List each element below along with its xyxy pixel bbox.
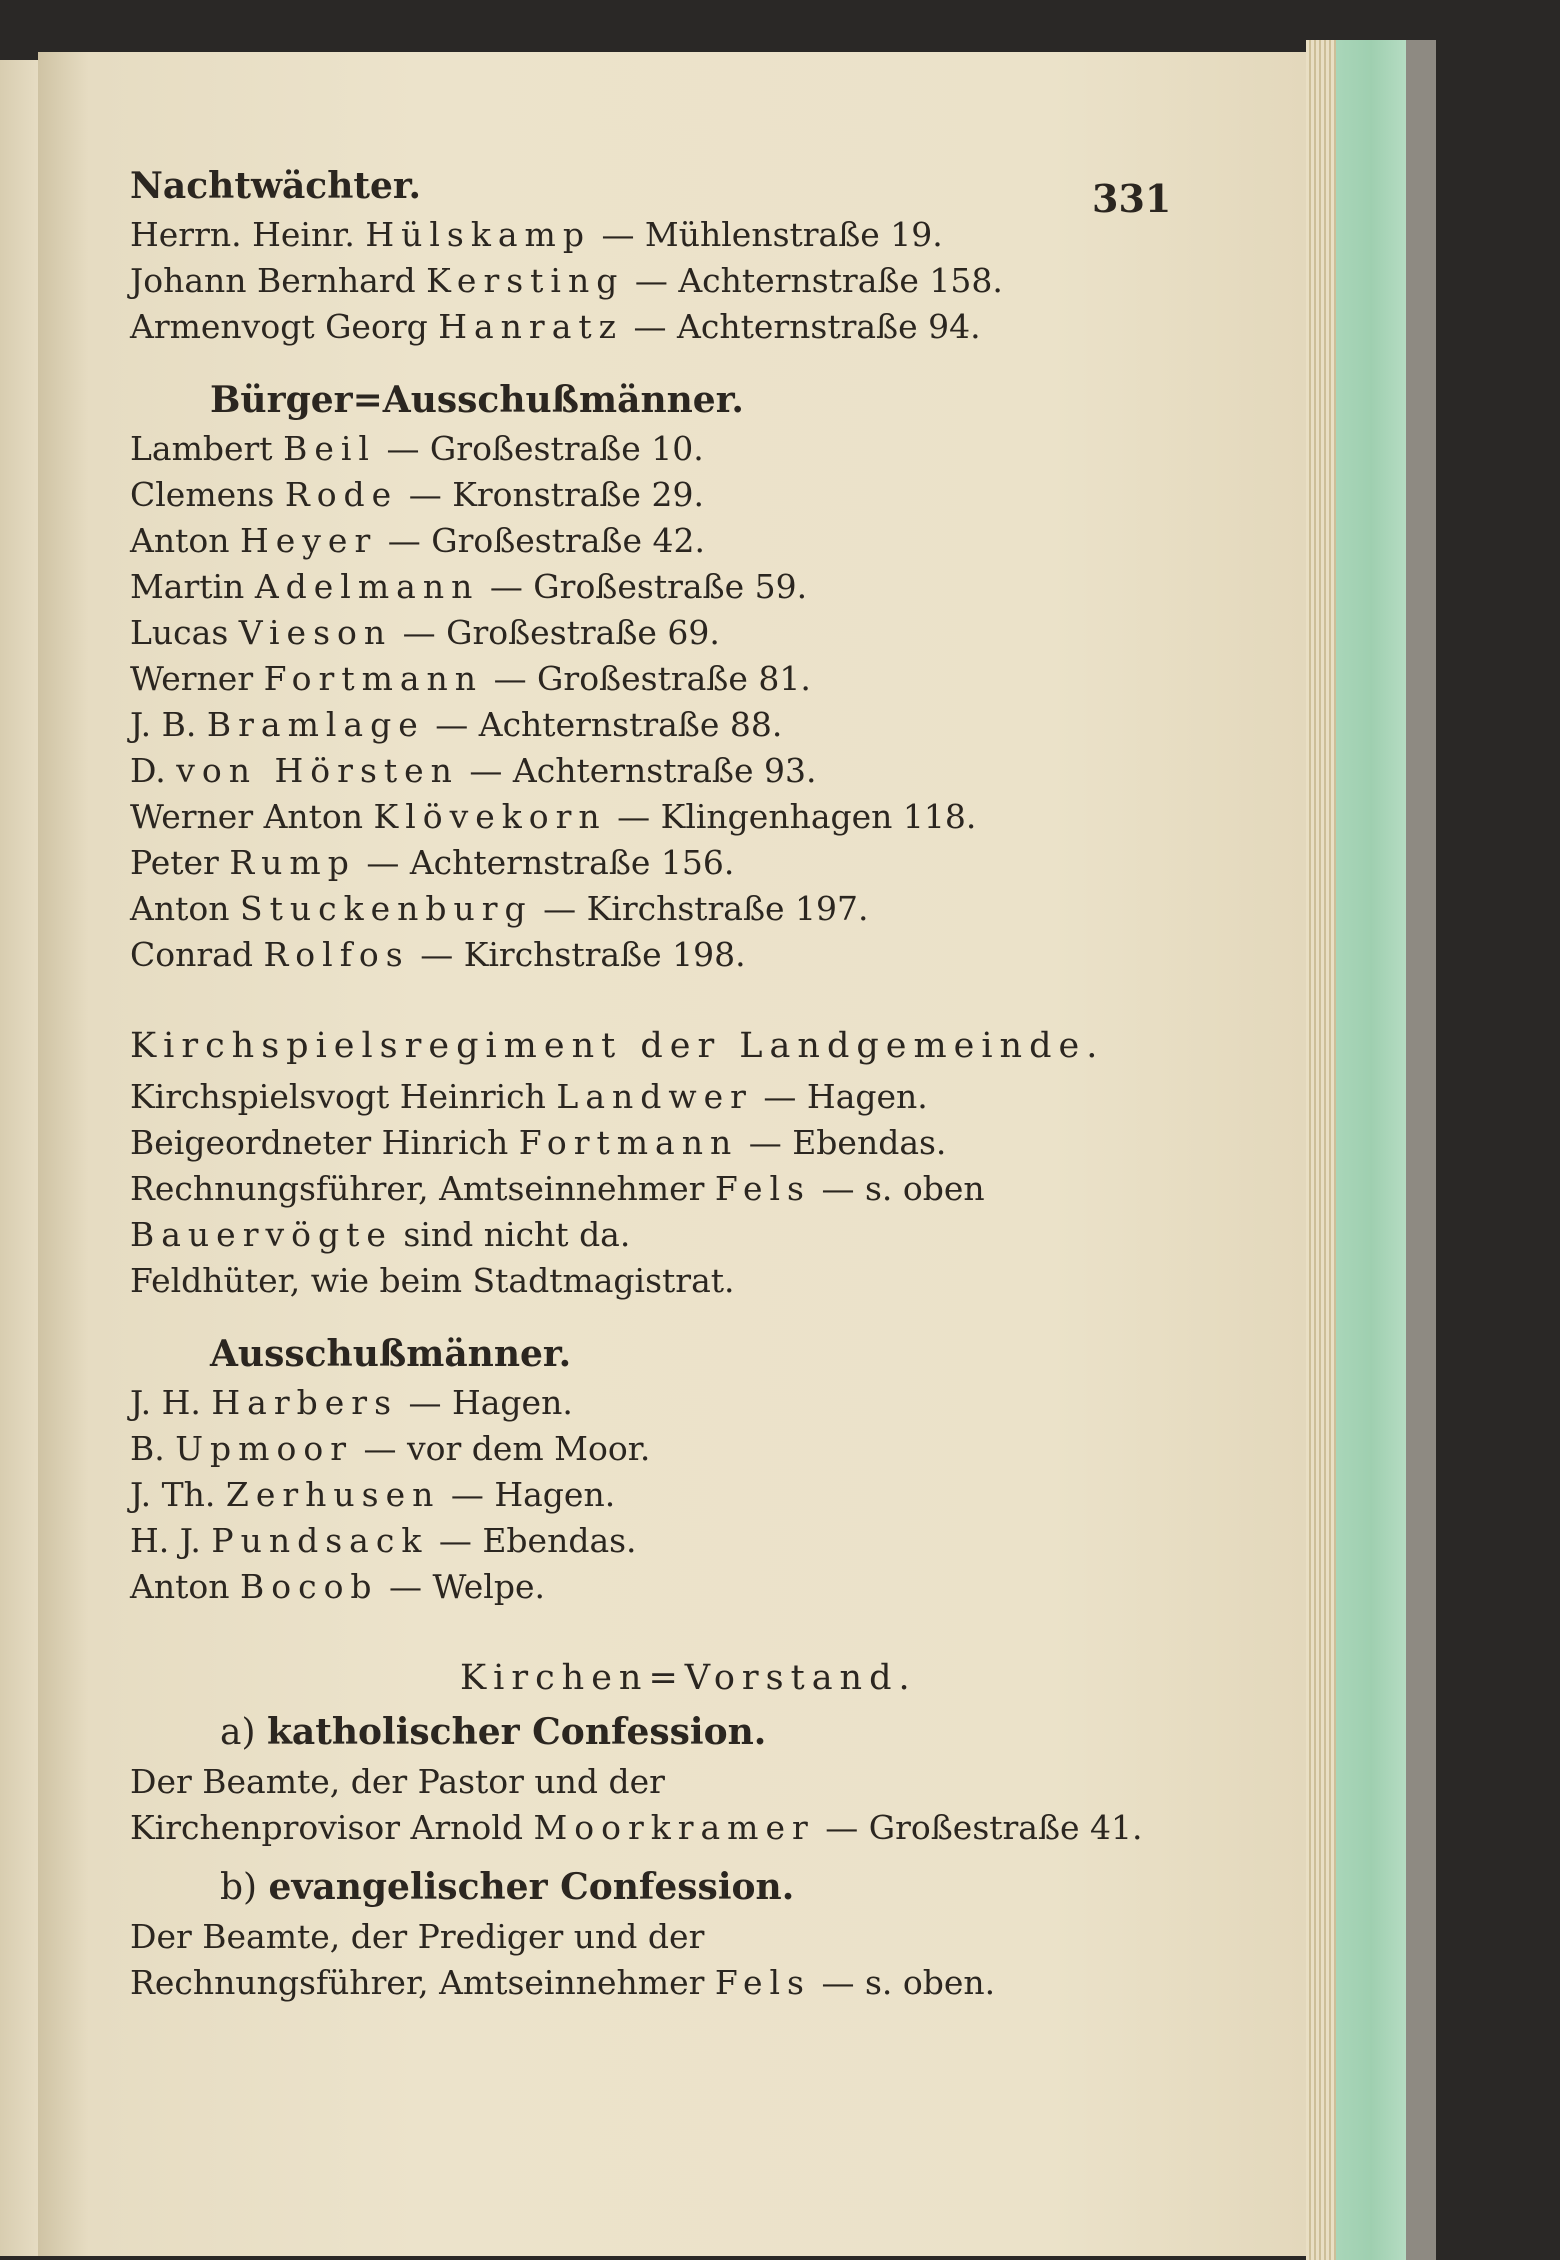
- entry-line: Beigeordneter Hinrich Fortmann — Ebendas.: [130, 1123, 947, 1162]
- entry-line: Werner Anton Klövekorn — Klingenhagen 118.: [130, 797, 977, 836]
- heading-kirchspielsregiment: Kirchspielsregiment der Landgemeinde.: [130, 1026, 1105, 1066]
- entry-line: Anton Bocob — Welpe.: [130, 1567, 545, 1606]
- heading-nachtwaechter: Nachtwächter.: [130, 165, 422, 207]
- entry-line: J. B. Bramlage — Achternstraße 88.: [130, 705, 783, 744]
- entry-line: Feldhüter, wie beim Stadtmagistrat.: [130, 1261, 735, 1300]
- entry-line: Anton Heyer — Großestraße 42.: [130, 521, 705, 560]
- page-text: [130, 160, 1180, 2006]
- entry-line: Kirchspielsvogt Heinrich Landwer — Hagen.: [130, 1077, 928, 1116]
- entry-line: Armenvogt Georg Hanratz — Achternstraße 94.: [130, 307, 981, 346]
- entry-line: Johann Bernhard Kersting — Achternstraße 158.: [130, 261, 1003, 300]
- entry-line: D. von Hörsten — Achternstraße 93.: [130, 751, 817, 790]
- entry-line: Clemens Rode — Kronstraße 29.: [130, 475, 704, 514]
- entry-line: Lucas Vieson — Großestraße 69.: [130, 613, 720, 652]
- entry-line: Herrn. Heinr. Hülskamp — Mühlenstraße 19.: [130, 215, 943, 254]
- entry-line: Kirchenprovisor Arnold Moorkramer — Großestraße 41.: [130, 1808, 1143, 1847]
- entry-line: Rechnungsführer, Amtseinnehmer Fels — s. oben: [130, 1169, 985, 1208]
- entry-line: Werner Fortmann — Großestraße 81.: [130, 659, 811, 698]
- entry-line: H. J. Pundsack — Ebendas.: [130, 1521, 637, 1560]
- heading-ausschussmaenner: Ausschußmänner.: [210, 1333, 572, 1375]
- subheading-katholisch: a) katholischer Confession.: [220, 1711, 767, 1753]
- cover-board: [1406, 40, 1436, 2260]
- entry-line: Conrad Rolfos — Kirchstraße 198.: [130, 935, 746, 974]
- heading-buerger-ausschussmaenner: Bürger=Ausschußmänner.: [210, 379, 744, 421]
- page-edges: [1306, 40, 1336, 2260]
- entry-line: Martin Adelmann — Großestraße 59.: [130, 567, 808, 606]
- page-number: 331: [1092, 176, 1172, 221]
- subheading-evangelisch: b) evangelischer Confession.: [220, 1866, 795, 1908]
- heading-kirchen-vorstand: Kirchen=Vorstand.: [460, 1658, 917, 1698]
- entry-line: Der Beamte, der Prediger und der: [130, 1917, 705, 1956]
- entry-line: Lambert Beil — Großestraße 10.: [130, 429, 704, 468]
- left-page-edge: [0, 60, 38, 2256]
- entry-line: Rechnungsführer, Amtseinnehmer Fels — s. oben.: [130, 1963, 996, 2002]
- entry-line: J. H. Harbers — Hagen.: [130, 1383, 573, 1422]
- green-cover-edge: [1336, 40, 1406, 2260]
- entry-line: Der Beamte, der Pastor und der: [130, 1762, 665, 1801]
- entry-line: Bauervögte sind nicht da.: [130, 1215, 631, 1254]
- entry-line: J. Th. Zerhusen — Hagen.: [130, 1475, 616, 1514]
- entry-line: Anton Stuckenburg — Kirchstraße 197.: [130, 889, 869, 928]
- entry-line: B. Upmoor — vor dem Moor.: [130, 1429, 651, 1468]
- entry-line: Peter Rump — Achternstraße 156.: [130, 843, 735, 882]
